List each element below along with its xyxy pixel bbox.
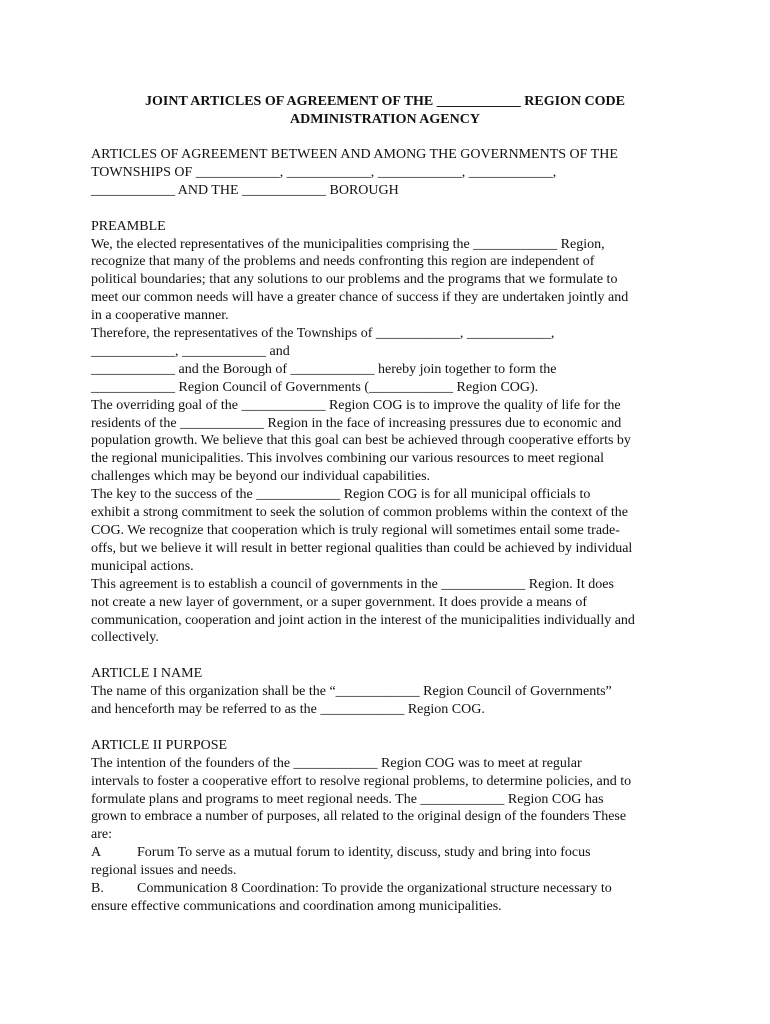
article-1-line: The name of this organization shall be the “____________ Region Council of Governments” xyxy=(91,684,612,700)
preamble-line: Therefore, the representatives of the Townships of ____________, ____________, xyxy=(91,326,555,342)
document-body xyxy=(91,146,691,916)
article-2-heading: ARTICLE II PURPOSE xyxy=(91,737,228,753)
preamble-line: residents of the ____________ Region in the face of increasing pressures due to economic and xyxy=(91,415,622,431)
list-item-a-continuation: regional issues and needs. xyxy=(91,863,237,879)
document-title xyxy=(40,93,730,129)
preamble-line: meet our common needs will have a greater chance of success if they are undertaken jointly and xyxy=(91,290,629,306)
intro-line-2: TOWNSHIPS OF ____________, ____________, ____________, ____________, xyxy=(91,164,557,180)
preamble-line: challenges which may be beyond our individual capabilities. xyxy=(91,469,431,485)
preamble-line: collectively. xyxy=(91,630,159,646)
article-2-line: intervals to foster a cooperative effort to resolve regional problems, to determine policies, and to xyxy=(91,773,632,789)
preamble-line: COG. We recognize that cooperation which is truly regional will sometimes entail some trade- xyxy=(91,523,620,539)
preamble-line: The overriding goal of the ____________ Region COG is to improve the quality of life for the xyxy=(91,397,621,413)
preamble-line: offs, but we believe it will result in better regional qualities than could be achieved by individual xyxy=(91,540,633,556)
preamble-line: We, the elected representatives of the municipalities comprising the ____________ Region, xyxy=(91,236,605,252)
title-line-1: JOINT ARTICLES OF AGREEMENT OF THE ____________ REGION CODE xyxy=(145,94,625,109)
preamble-line: municipal actions. xyxy=(91,558,194,574)
preamble-line: not create a new layer of government, or a super government. It does provide a means of xyxy=(91,594,588,610)
article-1-heading: ARTICLE I NAME xyxy=(91,666,203,682)
list-item-b-text: Communication 8 Coordination: To provide the organizational structure necessary to xyxy=(137,881,612,897)
list-item-b xyxy=(91,880,691,898)
article-2-line: are: xyxy=(91,827,112,843)
intro-line-1: ARTICLES OF AGREEMENT BETWEEN AND AMONG THE GOVERNMENTS OF THE xyxy=(91,147,618,162)
preamble-line: ____________, ____________ and xyxy=(91,343,290,359)
list-item-b-continuation: ensure effective communications and coordination among municipalities. xyxy=(91,899,502,915)
preamble-heading: PREAMBLE xyxy=(91,218,166,234)
preamble-line: exhibit a strong commitment to seek the solution of common problems within the context of the xyxy=(91,505,628,521)
preamble-line: population growth. We believe that this goal can best be achieved through cooperative efforts by xyxy=(91,433,631,449)
preamble-line: communication, cooperation and joint action in the interest of the municipalities individually and xyxy=(91,612,635,628)
list-item-a-text: Forum To serve as a mutual forum to identity, discuss, study and bring into focus xyxy=(137,845,591,861)
article-1-line: and henceforth may be referred to as the ____________ Region COG. xyxy=(91,702,485,718)
list-item-a xyxy=(91,844,691,862)
preamble-line: recognize that many of the problems and needs confronting this region are independent of xyxy=(91,254,595,270)
spacer xyxy=(91,200,691,218)
article-2-line: grown to embrace a number of purposes, all related to the original design of the founders These xyxy=(91,809,627,825)
preamble-line: The key to the success of the ____________ Region COG is for all municipal officials to xyxy=(91,487,591,503)
spacer xyxy=(91,647,691,665)
list-marker-a: A xyxy=(91,845,102,861)
list-marker-b: B. xyxy=(91,881,104,897)
preamble-line: the regional municipalities. This involves combining our various resources to meet regional xyxy=(91,451,604,467)
preamble-line: in a cooperative manner. xyxy=(91,308,229,324)
preamble-line: ____________ and the Borough of ____________ hereby join together to form the xyxy=(91,361,557,377)
preamble-line: This agreement is to establish a council of governments in the ____________ Region. It does xyxy=(91,576,614,592)
title-line-2: ADMINISTRATION AGENCY xyxy=(290,112,480,127)
article-2-line: The intention of the founders of the ____________ Region COG was to meet at regular xyxy=(91,755,582,771)
intro-line-3: ____________ AND THE ____________ BOROUGH xyxy=(91,182,399,198)
article-2-line: formulate plans and programs to meet regional needs. The ____________ Region COG has xyxy=(91,791,604,807)
spacer xyxy=(91,719,691,737)
preamble-line: ____________ Region Council of Governments (____________ Region COG). xyxy=(91,379,539,395)
preamble-line: political boundaries; that any solutions to our problems and the programs that we formulate to xyxy=(91,272,618,288)
